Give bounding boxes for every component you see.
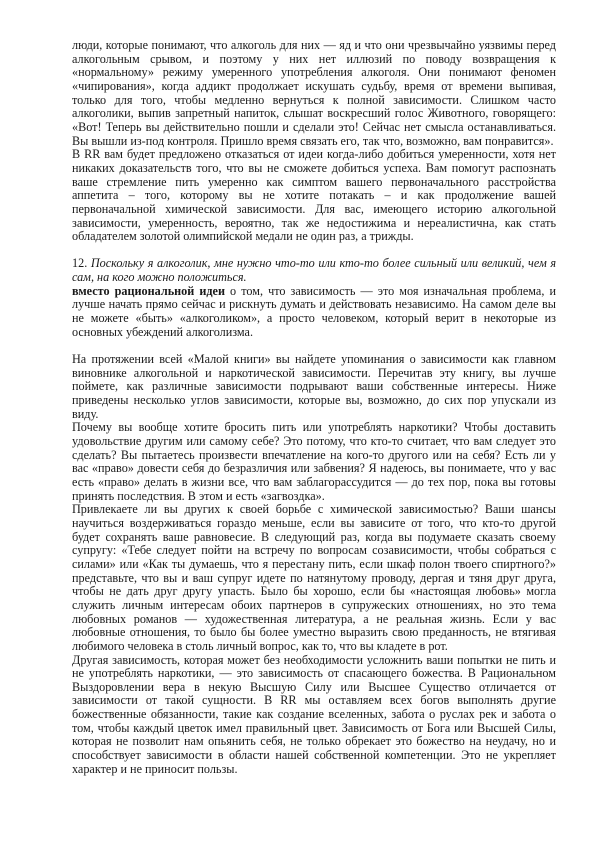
paragraph-6: Почему вы вообще хотите бросить пить или употреблять наркотики? Чтобы доставить удовольствие другим или самому себе? Это потому, что кто-то считает, что вам следует это сделать? Вы пытаетесь произвести впечатление на кого-то другого или на себя? Есть ли у вас «право» довести себя до безразличия или забвения? Я надеюсь, вы понимаете, что у вас есть «право» делать в жизни все, что вам заблагорассудится — до тех пор, пока вы готовы принять последствия. В этом и есть «загвоздка». — [72, 420, 556, 503]
item-statement: Поскольку я алкоголик, мне нужно что-то или кто-то более сильный или великий, чем я сам, на кого можно положиться. — [72, 256, 556, 285]
paragraph-2: В RR вам будет предложено отказаться от идеи когда-либо добиться умеренности, хотя нет никаких доказательств того, что вы не сможете добиться успеха. Вам помогут распознать ваше стремление пить умеренно как симптом вашего первоначального расстройства аппетита – того, которому вы не хотите потакать – и как продолжение вашей первоначальной химической зависимости. Для вас, имеющего историю алкогольной зависимости, умеренность, вероятно, так же недостижима и нереалистична, как стать обладателем золотой олимпийской медали не один раз, а трижды. — [72, 147, 556, 244]
paragraph-7: Привлекаете ли вы других к своей борьбе с химической зависимостью? Ваши шансы научиться воздерживаться гораздо меньше, если вы зависите от того, что кто-то другой будет сохранять ваше равновесие. В следующий раз, когда вы подумаете сказать своему супругу: «Тебе следует пойти на встречу по вопросам созависимости, чтобы собраться с силами» или «Как ты думаешь, что я перестану пить, если шкаф полон твоего спиртного?» представьте, что вы и ваш супруг идете по натянутому проводу, дергая и тяня друг друга, чтобы не дать друг другу упасть. Было бы хорошо, если бы «настоящая любовь» могла служить личным интересам обоих партнеров в супружеских отношениях, но это тема любовных романов — художественная литература, а не реальная жизнь. Если у вас любовные отношения, то было бы более уместно выразить свою преданность, не втягивая любимого человека в столь личный вопрос, как то, что вы кладете в рот. — [72, 502, 556, 653]
rational-idea-label: вместо рациональной идеи — [72, 283, 225, 298]
rational-idea-text: о том, что зависимость — это моя изначальная проблема, и лучше начать прямо сейчас и рискнуть думать и действовать независимо. На самом деле вы не можете «быть» «алкоголиком», а просто человеком, который верит в некоторые из основных убеждений алкоголизма. — [72, 283, 556, 339]
blank-line — [72, 244, 556, 258]
blank-line — [72, 339, 556, 353]
paragraph-5: На протяжении всей «Малой книги» вы найдете упоминания о зависимости как главном виновнике алкогольной и наркотической зависимости. Перечитав эту книгу, вы лучше поймете, как различные зависимости подрывают ваши собственные интересы. Ниже приведены несколько углов зависимости, которые вы, возможно, до сих пор упускали из виду. — [72, 352, 556, 421]
paragraph-rational-idea — [72, 285, 556, 340]
paragraph-1: люди, которые понимают, что алкоголь для них — яд и что они чрезвычайно уязвимы перед алкогольным срывом, и поэтому у них нет иллюзий по поводу возвращения к «нормальному» режиму умеренного употребления алкоголя. Они понимают феномен «чипирования», когда аддикт продолжает искушать судьбу, время от времени выпивая, только для того, чтобы медленно вернуться к полной зависимости. Слишком часто алкоголики, выпив запретный напиток, слышат воскресший голос Животного, говорящего: «Вот! Теперь вы действительно пошли и сделали это! Сейчас нет смысла останавливаться. Вы вышли из-под контроля. Пришло время связать его, так что, возможно, вам понравится». — [72, 38, 556, 148]
document-page — [72, 39, 556, 776]
paragraph-8: Другая зависимость, которая может без необходимости усложнить ваши попытки не пить и не употреблять наркотики, — это зависимость от спасающего божества. В Рациональном Выздоровлении вера в некую Высшую Силу или Высшее Существо отличается от зависимости от такой сущности. В RR мы оставляем всех богов выполнять другие божественные обязанности, такие как создание вселенных, забота о руслах рек и забота о том, чтобы каждый цветок имел правильный цвет. Зависимость от Бога или Высшей Силы, которая не позволит нам опьянить себя, не только обрекает это божество на неудачу, но и способствует зависимости в области нашей собственной компетенции. Это не укрепляет характер и не приносит пользы. — [72, 652, 556, 776]
item-number: 12. — [72, 256, 88, 271]
item-12-heading — [72, 257, 556, 284]
